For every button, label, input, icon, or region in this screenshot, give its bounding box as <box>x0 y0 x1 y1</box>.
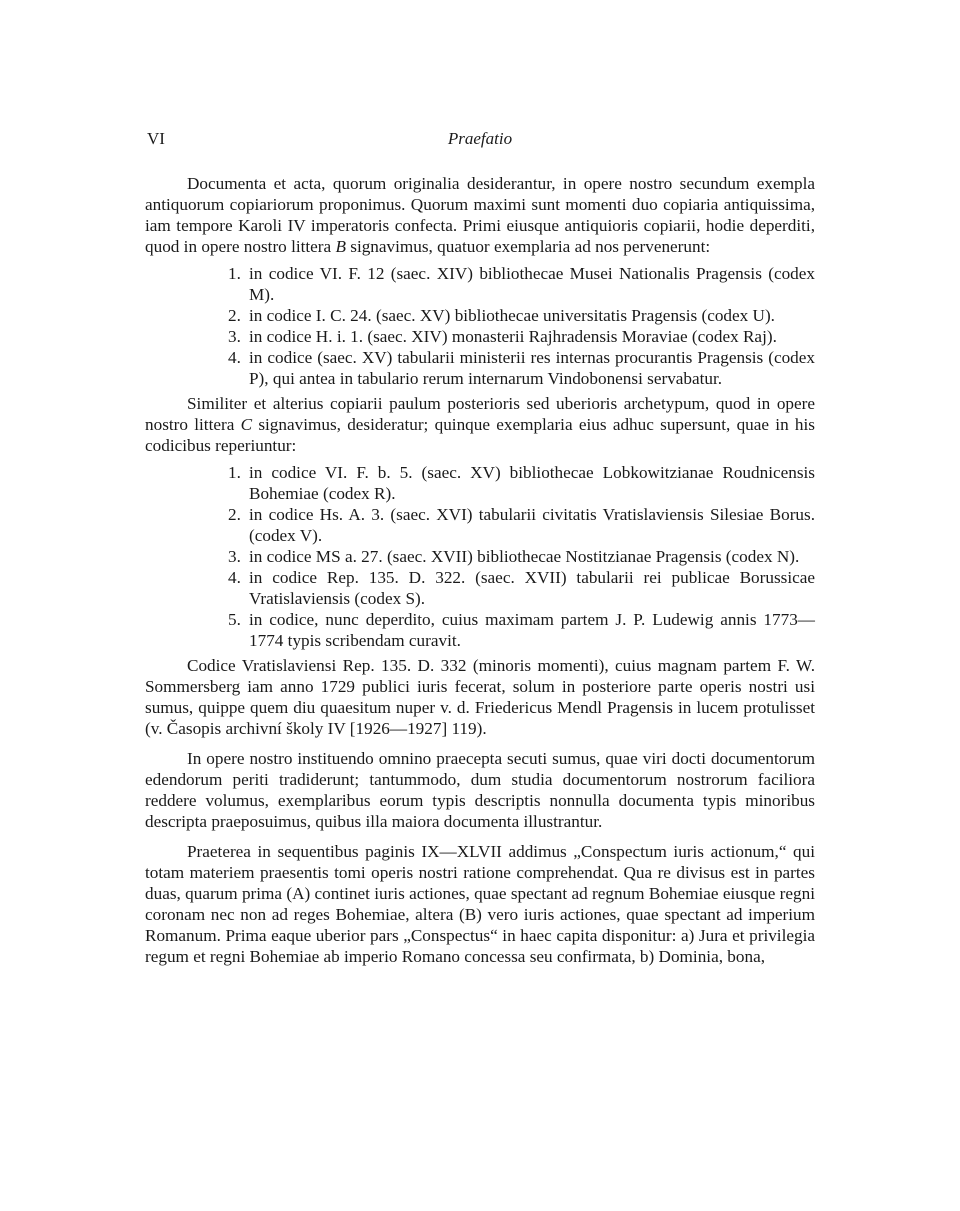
list-item <box>145 609 815 651</box>
list-item <box>145 347 815 389</box>
list-number: 1. <box>228 264 241 283</box>
paragraph-codex-b <box>145 173 815 257</box>
page-number: VI <box>147 129 165 148</box>
running-title: Praefatio <box>447 129 513 148</box>
paragraph-vratislaviensi: Codice Vratislaviensi Rep. 135. D. 332 (minoris momenti), cuius magnam partem F. W. Sommersberg iam anno 1729 publici iuris fecerat, solum in posteriore parte operis nostri usi sumus, quippe quem diu quaesitum nuper v. d. Friedericus Mendl Pragensis in lucem protulisset (v. Časopis archivní školy IV [1926—1927] 119). <box>145 656 815 738</box>
list-item <box>145 462 815 504</box>
list-item <box>145 504 815 546</box>
list-text: in codice VI. F. b. 5. (saec. XV) bibliothecae Lobkowitzianae Roudnicensis Bohemiae (codex R). <box>249 463 815 503</box>
paragraph-text: Similiter et alterius copiarii paulum posterioris sed uberioris archetypum, quod in opere nostro littera <box>145 394 815 434</box>
paragraph-text: Documenta et acta, quorum originalia desiderantur, in opere nostro secundum exempla antiquorum copiariorum proponimus. Quorum maximi sunt momenti duo copiaria antiquissima, iam tempore Karoli IV imperatoris confecta. Primi eiusque antiquioris copiarii, hodie deperditi, quod in opere nostro littera <box>145 174 815 256</box>
codex-b-list <box>145 263 815 389</box>
running-head <box>145 128 815 150</box>
list-text: in codice MS a. 27. (saec. XVII) bibliothecae Nostitzianae Pragensis (codex N). <box>249 547 800 566</box>
list-number: 2. <box>228 306 241 325</box>
list-item <box>145 546 815 567</box>
list-number: 4. <box>228 348 241 367</box>
list-number: 2. <box>228 505 241 524</box>
list-number: 3. <box>228 327 241 346</box>
list-item <box>145 567 815 609</box>
list-item <box>145 263 815 305</box>
list-text: in codice VI. F. 12 (saec. XIV) bibliothecae Musei Nationalis Pragensis (codex M). <box>249 264 815 304</box>
siglum-c: C <box>240 415 253 434</box>
list-item <box>145 305 815 326</box>
list-text: in codice, nunc deperdito, cuius maximam partem J. P. Ludewig annis 1773—1774 typis scribendam curavit. <box>249 610 815 650</box>
codex-c-list <box>145 462 815 651</box>
list-text: in codice Rep. 135. D. 322. (saec. XVII) tabularii rei publicae Borussicae Vratislaviensis (codex S). <box>249 568 815 608</box>
paragraph-praecepta: In opere nostro instituendo omnino praecepta secuti sumus, quae viri docti documentorum edendorum periti tradiderunt; tantummodo, dum studia documentorum nostrorum faciliora reddere volumus, exemplaribus eorum typis descriptis nonnulla documenta typis minoribus descripta praeposuimus, quibus illa maiora documenta illustrantur. <box>145 749 815 831</box>
document-page <box>145 128 815 967</box>
paragraph-text: signavimus, quatuor exemplaria ad nos pervenerunt: <box>345 237 711 256</box>
list-number: 5. <box>228 610 241 629</box>
list-number: 1. <box>228 463 241 482</box>
list-text: in codice H. i. 1. (saec. XIV) monasterii Rajhradensis Moraviae (codex Raj). <box>249 327 777 346</box>
list-text: in codice (saec. XV) tabularii ministerii res internas procurantis Pragensis (codex P), qui antea in tabulario rerum internarum Vindobonensi servabatur. <box>249 348 815 388</box>
list-number: 3. <box>228 547 241 566</box>
list-text: in codice Hs. A. 3. (saec. XVI) tabularii civitatis Vratislaviensis Silesiae Borus. (codex V). <box>249 505 815 545</box>
siglum-b: B <box>335 237 346 256</box>
list-text: in codice I. C. 24. (saec. XV) bibliothecae universitatis Pragensis (codex U). <box>249 306 775 325</box>
list-number: 4. <box>228 568 241 587</box>
paragraph-text: signavimus, desideratur; quinque exemplaria eius adhuc supersunt, quae in his codicibus reperiuntur: <box>145 415 815 455</box>
paragraph-codex-c <box>145 393 815 456</box>
list-item <box>145 326 815 347</box>
paragraph-conspectus: Praeterea in sequentibus paginis IX—XLVII addimus „Conspectum iuris actionum,“ qui totam materiem praesentis tomi operis nostri ratione comprehendat. Qua re divisus est in partes duas, quarum prima (A) continet iuris actiones, quae spectant ad regnum Bohemiae eiusque regni coronam nec non ad reges Bohemiae, altera (B) vero iuris actiones, quae spectant ad imperium Romanum. Prima eaque uberior pars „Conspectus“ in haec capita disponitur: a) Jura et privilegia regum et regni Bohemiae ab imperio Romano concessa seu confirmata, b) Dominia, bona, <box>145 842 815 966</box>
